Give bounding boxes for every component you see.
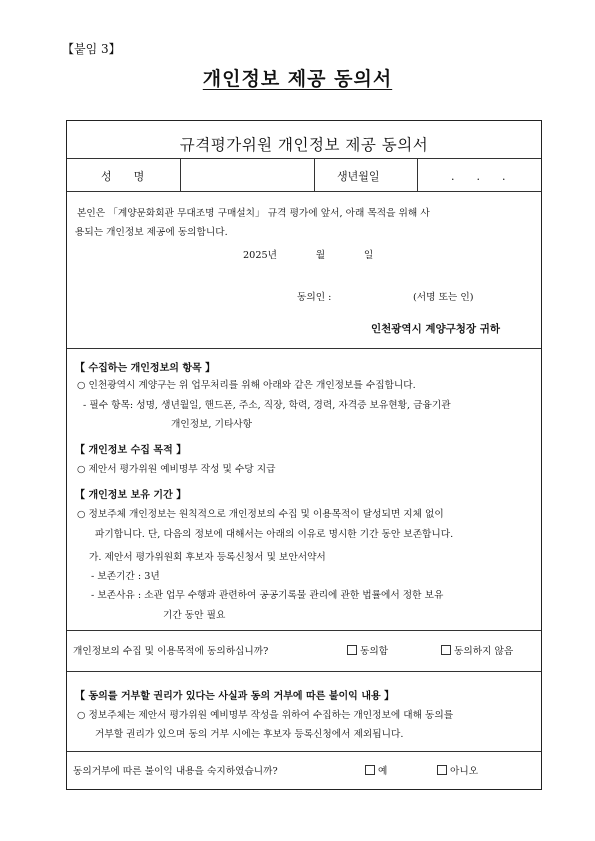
checkbox-agree[interactable] [347,645,357,655]
consent-question-1: 개인정보의 수집 및 이용목적에 동의하십니까? [73,646,269,657]
birth-label: 생년월일 [337,170,380,183]
retention-heading: 【 개인정보 보유 기간 】 [75,490,187,501]
consent-question-2: 동의거부에 따른 불이익 내용을 숙지하였습니까? [73,766,278,777]
signer-label: 동의인 : [297,292,332,303]
checkbox-yes[interactable] [365,765,375,775]
purpose-heading: 【 개인정보 수집 목적 】 [75,445,187,456]
recipient: 인천광역시 계양구청장 귀하 [371,323,501,335]
consent-disagree-option[interactable]: 동의하지 않음 [441,643,513,657]
retention-line-2: 파기합니다. 단, 다음의 정보에 대해서는 아래의 이유로 명시한 기간 동안 보존합니다. [95,529,454,540]
collect-heading: 【 수집하는 개인정보의 항목 】 [75,363,216,374]
form-title: 규격평가위원 개인정보 제공 동의서 [179,136,429,154]
retention-item: 가. 제안서 평가위원회 후보자 등록신청서 및 보안서약서 [89,552,326,563]
collect-line-3: 개인정보, 기타사항 [171,419,253,430]
acknowledge-no-option[interactable]: 아니오 [437,763,478,777]
attachment-label: 【붙임 3】 [62,42,121,56]
collect-line-2: - 필수 항목: 성명, 생년월일, 핸드폰, 주소, 직장, 학력, 경력, 자격증 보유현황, 금융기관 [83,400,451,411]
retention-period: - 보존기간 : 3년 [91,571,160,582]
signature-hint: (서명 또는 인) [413,292,474,303]
birth-field[interactable]: . . . [451,170,506,183]
refusal-line-1: ○ 정보주체는 제안서 평가위원 예비명부 작성을 위하여 수집하는 개인정보에 대해 동의를 [77,710,454,721]
retention-line-1: ○ 정보주체 개인정보는 원칙적으로 개인정보의 수집 및 이용목적이 달성되면 지체 없이 [77,509,444,520]
checkbox-no[interactable] [437,765,447,775]
checkbox-disagree[interactable] [441,645,451,655]
name-label: 성 명 [101,170,145,183]
consent-agree-option[interactable]: 동의함 [347,643,388,657]
purpose-line: ○ 제안서 평가위원 예비명부 작성 및 수당 지급 [77,464,276,475]
refusal-heading: 【 동의를 거부할 권리가 있다는 사실과 동의 거부에 따른 불이익 내용 】 [75,691,395,702]
acknowledge-yes-option[interactable]: 예 [365,763,387,777]
consent-text-1: 본인은 「계양문화회관 무대조명 구매설치」 규격 평가에 앞서, 아래 목적을 위해 사 [77,208,430,219]
retention-reason-1: - 보존사유 : 소관 업무 수행과 관련하여 공공기록물 관리에 관한 법률에서 정한 보유 [91,590,444,601]
retention-reason-2: 기간 동안 필요 [163,610,226,621]
consent-text-2: 용되는 개인정보 제공에 동의합니다. [75,227,228,238]
date-line[interactable]: 2025년 월 일 [243,250,374,261]
collect-line-1: ○ 인천광역시 계양구는 위 업무처리를 위해 아래와 같은 개인정보를 수집합니다. [77,380,416,391]
refusal-line-2: 거부할 권리가 있으며 동의 거부 시에는 후보자 등록신청에서 제외됩니다. [95,729,404,740]
document-title: 개인정보 제공 동의서 [202,68,393,90]
consent-form [66,120,542,790]
